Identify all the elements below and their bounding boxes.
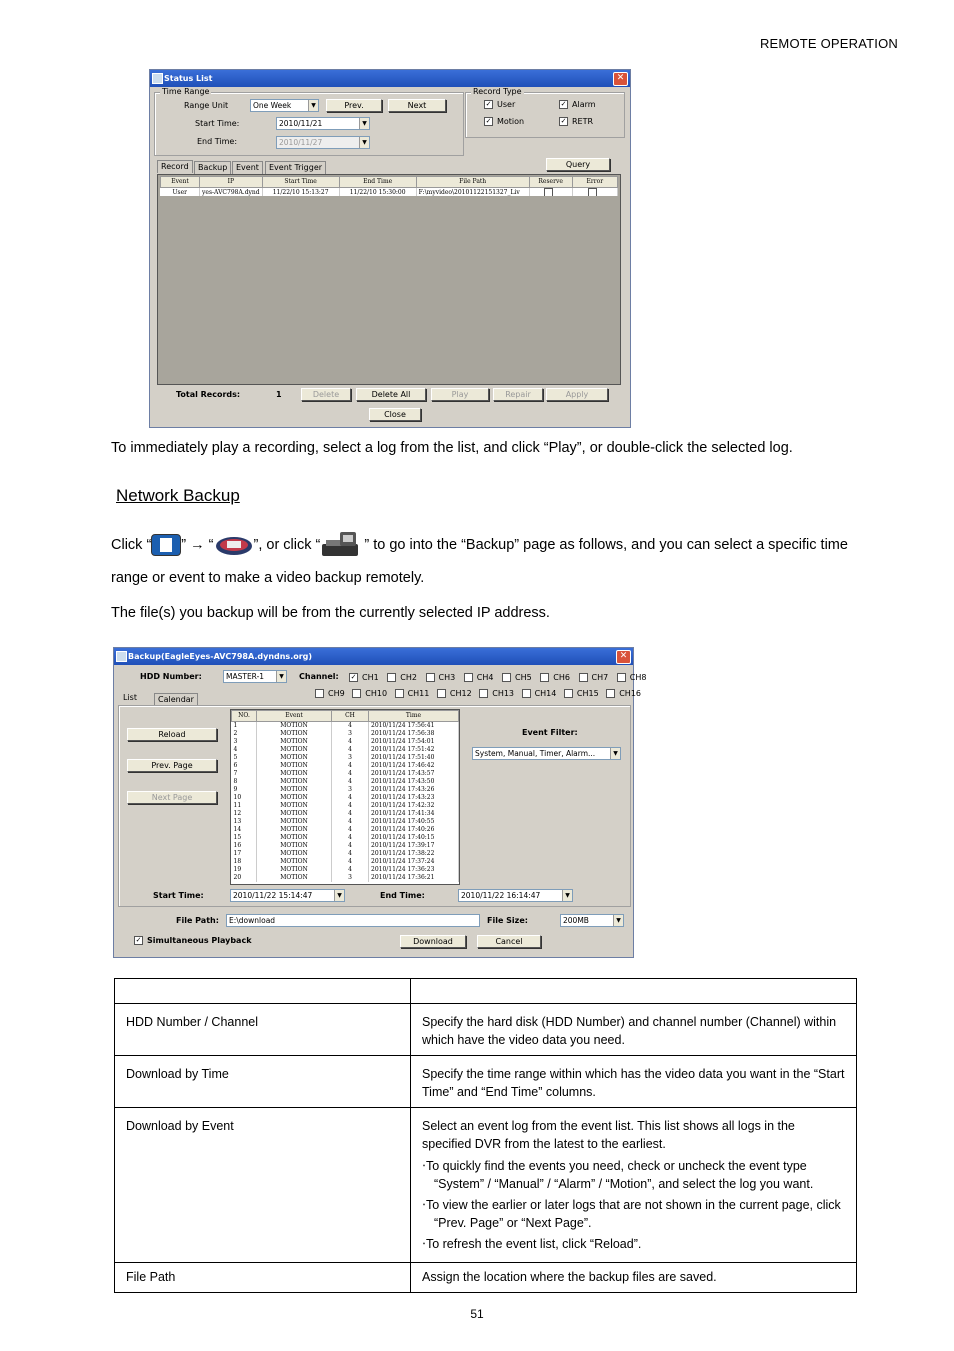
table-cell: 15 — [232, 834, 257, 842]
table-cell: 2010/11/24 17:37:24 — [369, 858, 459, 866]
range-unit-select[interactable]: One Week ▼ — [250, 99, 319, 112]
table-cell: 1 — [232, 722, 257, 731]
table-cell: 2010/11/24 17:41:34 — [369, 810, 459, 818]
table-row[interactable] — [232, 874, 459, 882]
channel-row-1 — [349, 673, 646, 682]
column-header: CH — [332, 711, 369, 722]
channel-checkbox-ch13[interactable]: CH13 — [479, 689, 514, 698]
table-row[interactable] — [232, 794, 459, 802]
table-cell: 3 — [332, 754, 369, 762]
table-cell: 2010/11/24 17:51:42 — [369, 746, 459, 754]
table-row[interactable] — [232, 754, 459, 762]
channel-checkbox-ch14[interactable]: CH14 — [522, 689, 557, 698]
next-page-button[interactable]: Next Page — [127, 791, 217, 804]
table-cell: 2010/11/24 17:43:50 — [369, 778, 459, 786]
table-cell: 4 — [332, 802, 369, 810]
hdd-number-select[interactable]: MASTER-1 ▼ — [223, 670, 287, 683]
start-time-label: Start Time: — [153, 891, 204, 900]
bullet-item: ‧To quickly find the events you need, check or uncheck the event type “System” / “Manual” / “Alarm” / “Motion”, and select the log you want. — [422, 1159, 814, 1191]
table-cell: 4 — [332, 866, 369, 874]
record-type-alarm[interactable]: ✓ Alarm — [560, 100, 596, 109]
table-cell: 3 — [232, 738, 257, 746]
table-cell: 19 — [232, 866, 257, 874]
event-list[interactable] — [230, 709, 460, 885]
table-cell: MOTION — [257, 858, 332, 866]
table-cell: 2010/11/24 17:38:22 — [369, 850, 459, 858]
table-cell: 8 — [232, 778, 257, 786]
channel-label: Channel: — [299, 672, 339, 681]
download-button[interactable]: Download — [400, 935, 466, 948]
apply-button[interactable]: Apply — [546, 388, 608, 401]
channel-checkbox-ch2[interactable]: CH2 — [387, 673, 417, 682]
item-name: File Path — [115, 1263, 411, 1293]
tab-backup[interactable]: Backup — [194, 161, 231, 174]
table-cell: 4 — [332, 850, 369, 858]
table-cell: 2010/11/24 17:46:42 — [369, 762, 459, 770]
disk-backup-icon — [214, 534, 254, 556]
backup-tool-icon — [151, 534, 181, 556]
spin-icon: ▼ — [359, 137, 369, 148]
table-row[interactable] — [232, 722, 459, 731]
table-row — [115, 1004, 857, 1056]
item-name: Download by Event — [115, 1108, 411, 1263]
table-cell: 2010/11/24 17:43:57 — [369, 770, 459, 778]
tab-calendar[interactable]: Calendar — [154, 693, 198, 706]
table-cell: 2 — [232, 730, 257, 738]
channel-checkbox-ch16[interactable]: CH16 — [606, 689, 641, 698]
table-cell: 12 — [232, 810, 257, 818]
table-row[interactable] — [232, 770, 459, 778]
table-row[interactable] — [232, 818, 459, 826]
table-cell: MOTION — [257, 754, 332, 762]
table-cell: 2010/11/24 17:43:26 — [369, 786, 459, 794]
table-cell: 4 — [332, 770, 369, 778]
table-row[interactable] — [232, 730, 459, 738]
table-cell: 20 — [232, 874, 257, 882]
channel-checkbox-ch15[interactable]: CH15 — [564, 689, 599, 698]
table-cell: 2010/11/24 17:43:23 — [369, 794, 459, 802]
table-cell: 2010/11/24 17:42:32 — [369, 802, 459, 810]
channel-row-2 — [315, 689, 641, 698]
delete-all-button[interactable]: Delete All — [356, 388, 426, 401]
table-cell: 5 — [232, 754, 257, 762]
table-cell: MOTION — [257, 746, 332, 754]
network-backup-title: Network Backup — [116, 486, 240, 505]
file-size-label: File Size: — [487, 916, 528, 925]
table-row[interactable] — [232, 802, 459, 810]
record-type-motion[interactable]: ✓ Motion — [485, 117, 525, 126]
start-time-field[interactable]: 2010/11/21 ▼ — [276, 117, 370, 130]
tab-event-trigger[interactable]: Event Trigger — [265, 161, 326, 174]
cancel-button[interactable]: Cancel — [477, 935, 541, 948]
table-cell: MOTION — [257, 802, 332, 810]
table-cell: MOTION — [257, 834, 332, 842]
column-header: End Time — [339, 177, 416, 188]
table-cell: MOTION — [257, 818, 332, 826]
table-cell: MOTION — [257, 842, 332, 850]
next-button[interactable]: Next — [388, 99, 446, 112]
time-range-group: Time Range — [154, 92, 464, 156]
channel-checkbox-ch11[interactable]: CH11 — [395, 689, 430, 698]
table-header-row — [161, 177, 618, 188]
table-cell: 17 — [232, 850, 257, 858]
table-cell: 2010/11/24 17:40:55 — [369, 818, 459, 826]
item-name: Download by Time — [115, 1056, 411, 1108]
click-instructions-line2: range or event to make a video backup remotely. — [111, 570, 425, 586]
table-cell: MOTION — [257, 730, 332, 738]
table-cell: MOTION — [257, 850, 332, 858]
description-table — [114, 978, 857, 1293]
table-cell: MOTION — [257, 794, 332, 802]
record-type-user[interactable]: ✓ User — [485, 100, 516, 109]
column-header: File Path — [416, 177, 529, 188]
item-name: HDD Number / Channel — [115, 1004, 411, 1056]
item-description — [411, 1108, 857, 1263]
page-header: REMOTE OPERATION — [759, 36, 898, 51]
table-cell: 3 — [332, 730, 369, 738]
item-description: Specify the hard disk (HDD Number) and channel number (Channel) within which have the video data you need. — [411, 1004, 857, 1056]
table-row — [115, 1263, 857, 1293]
table-row[interactable] — [232, 858, 459, 866]
spin-icon: ▼ — [334, 890, 344, 901]
column-header: Error — [572, 177, 617, 188]
column-header: Reserve — [529, 177, 572, 188]
channel-checkbox-ch1[interactable]: ✓ CH1 — [350, 673, 379, 682]
item-description: Assign the location where the backup files are saved. — [411, 1263, 857, 1293]
table-cell: 2010/11/24 17:56:38 — [369, 730, 459, 738]
channel-checkbox-ch3[interactable]: CH3 — [426, 673, 456, 682]
close-button[interactable]: Close — [369, 408, 421, 421]
table-cell: 2010/11/24 17:36:23 — [369, 866, 459, 874]
table-cell: 4 — [232, 746, 257, 754]
error-checkbox[interactable] — [572, 188, 617, 197]
channel-checkbox-ch10[interactable]: CH10 — [352, 689, 387, 698]
table-cell: 2010/11/24 17:36:21 — [369, 874, 459, 882]
table-cell: 9 — [232, 786, 257, 794]
checkbox-icon: ✓ — [485, 117, 492, 125]
table-row[interactable] — [232, 778, 459, 786]
end-time-field[interactable]: 2010/11/22 16:14:47 ▼ — [458, 889, 573, 902]
chevron-down-icon: ▼ — [308, 100, 318, 111]
table-cell: 3 — [332, 786, 369, 794]
table-cell: MOTION — [257, 722, 332, 731]
table-cell: 4 — [332, 834, 369, 842]
channel-checkbox-ch4[interactable]: CH4 — [464, 673, 494, 682]
table-cell: MOTION — [257, 778, 332, 786]
column-header: Event — [161, 177, 200, 188]
table-cell: 7 — [232, 770, 257, 778]
channel-checkbox-ch9[interactable]: CH9 — [315, 689, 345, 698]
close-icon[interactable]: ✕ — [613, 72, 628, 86]
table-row[interactable] — [232, 738, 459, 746]
table-cell: 6 — [232, 762, 257, 770]
table-cell: 13 — [232, 818, 257, 826]
table-row[interactable] — [232, 842, 459, 850]
total-records-value: 1 — [276, 390, 282, 399]
status-list-titlebar: Status List ✕ — [150, 70, 630, 87]
start-time-label: Start Time: — [195, 119, 240, 128]
table-cell: 4 — [332, 858, 369, 866]
column-header: Time — [369, 711, 459, 722]
bullet-item: ‧To refresh the event list, click “Reload”. — [422, 1237, 642, 1251]
table-cell: 2010/11/24 17:40:26 — [369, 826, 459, 834]
table-cell: MOTION — [257, 786, 332, 794]
record-list[interactable] — [157, 174, 621, 385]
backup-drive-icon — [320, 530, 364, 560]
column-header: Start Time — [262, 177, 339, 188]
table-cell: 16 — [232, 842, 257, 850]
backup-window — [113, 647, 647, 958]
table-header-row — [232, 711, 459, 722]
table-cell: MOTION — [257, 770, 332, 778]
delete-button[interactable]: Delete — [301, 388, 351, 401]
end-time-field: 2010/11/27 ▼ — [276, 136, 370, 149]
simultaneous-playback-checkbox[interactable]: ✓ Simultaneous Playback — [135, 936, 252, 945]
window-icon — [152, 73, 163, 84]
table-cell: 4 — [332, 810, 369, 818]
channel-checkbox-ch7[interactable]: CH7 — [579, 673, 609, 682]
channel-checkbox-ch5[interactable]: CH5 — [502, 673, 532, 682]
table-cell: 4 — [332, 762, 369, 770]
event-filter-label: Event Filter: — [522, 728, 578, 737]
table-cell: MOTION — [257, 826, 332, 834]
reload-button[interactable]: Reload — [127, 728, 217, 741]
prev-page-button[interactable]: Prev. Page — [127, 759, 217, 772]
prev-button[interactable]: Prev. — [326, 99, 382, 112]
column-header: Event — [257, 711, 332, 722]
bullet-list — [422, 1157, 845, 1253]
table-cell: 4 — [332, 722, 369, 731]
table-row[interactable] — [232, 746, 459, 754]
item-description: Specify the time range within which has the video data you want in the “Start Time” and “End Time” columns. — [411, 1056, 857, 1108]
table-cell: 4 — [332, 818, 369, 826]
table-cell: 4 — [332, 778, 369, 786]
checkbox-icon: ✓ — [560, 100, 567, 108]
page-number: 51 — [470, 1307, 484, 1321]
table-cell: 18 — [232, 858, 257, 866]
checkbox-icon: ✓ — [560, 117, 567, 125]
table-cell: 4 — [332, 826, 369, 834]
checkbox-icon: ✓ — [485, 100, 492, 108]
table-cell: 2010/11/24 17:40:15 — [369, 834, 459, 842]
repair-button[interactable]: Repair — [493, 388, 543, 401]
table-cell: 4 — [332, 746, 369, 754]
table-cell: MOTION — [257, 738, 332, 746]
start-time-field[interactable]: 2010/11/22 15:14:47 ▼ — [230, 889, 345, 902]
table-row[interactable] — [232, 762, 459, 770]
table-cell: 4 — [332, 738, 369, 746]
item-description-text: Select an event log from the event list. This list shows all logs in the specified DVR from the latest to the earliest. — [422, 1119, 795, 1151]
table-row[interactable]: User yes-AVC798A.dynd 11/22/10 15:13:27 11/22/10 15:30:00 F:\myvideo\20101122151327_Liv — [161, 188, 618, 197]
event-filter-select[interactable]: System, Manual, Timer, Alarm... ▼ — [472, 747, 621, 760]
chevron-down-icon: ▼ — [276, 671, 286, 682]
table-cell: MOTION — [257, 874, 332, 882]
bullet-item: ‧To view the earlier or later logs that are not shown in the current page, click “Prev. Page” or “Next Page”. — [422, 1198, 841, 1230]
status-list-window — [149, 69, 631, 428]
table-cell: 2010/11/24 17:54:01 — [369, 738, 459, 746]
table-cell: MOTION — [257, 866, 332, 874]
channel-checkbox-ch12[interactable]: CH12 — [437, 689, 472, 698]
table-cell: 14 — [232, 826, 257, 834]
column-header: IP — [200, 177, 263, 188]
chevron-down-icon: ▼ — [610, 748, 620, 759]
tab-event[interactable]: Event — [232, 161, 263, 174]
backup-titlebar: Backup(EagleEyes-AVC798A.dyndns.org) ✕ — [114, 648, 633, 665]
channel-checkbox-ch8[interactable]: CH8 — [617, 673, 647, 682]
table-cell: 2010/11/24 17:51:40 — [369, 754, 459, 762]
table-row[interactable] — [232, 826, 459, 834]
table-cell: 3 — [332, 874, 369, 882]
file-path-label: File Path: — [176, 916, 219, 925]
table-row — [115, 1108, 857, 1263]
column-header: NO. — [232, 711, 257, 722]
query-button[interactable]: Query — [546, 158, 610, 171]
checkbox-icon: ✓ — [135, 936, 142, 944]
close-icon[interactable]: ✕ — [616, 650, 631, 664]
tab-list[interactable]: List — [120, 692, 140, 704]
table-row — [115, 1056, 857, 1108]
table-row[interactable] — [232, 834, 459, 842]
table-cell: MOTION — [257, 810, 332, 818]
range-unit-label: Range Unit — [184, 101, 229, 110]
reserve-checkbox[interactable] — [529, 188, 572, 197]
table-cell: MOTION — [257, 762, 332, 770]
tab-record[interactable]: Record — [157, 160, 193, 173]
file-size-select[interactable]: 200MB ▼ — [560, 914, 624, 927]
play-paragraph: To immediately play a recording, select a log from the list, and click “Play”, or double-click the selected log. — [111, 440, 793, 456]
total-records-label: Total Records: — [176, 390, 241, 399]
chevron-down-icon: ▼ — [613, 915, 623, 926]
table-cell: 4 — [332, 842, 369, 850]
hdd-number-label: HDD Number: — [140, 672, 202, 681]
table-cell: 10 — [232, 794, 257, 802]
click-instructions: Click “ ” → “ ”, or click “ ” to go into the “Backup” page as follows, and you can select a specific time — [111, 530, 911, 560]
table-row[interactable] — [232, 866, 459, 874]
table-row[interactable] — [232, 786, 459, 794]
table-row[interactable] — [232, 850, 459, 858]
table-header-row — [115, 979, 857, 1004]
record-grid[interactable] — [160, 176, 618, 196]
channel-checkbox-ch6[interactable]: CH6 — [540, 673, 570, 682]
end-time-label: End Time: — [380, 891, 425, 900]
spin-icon: ▼ — [359, 118, 369, 129]
table-cell: 2010/11/24 17:39:17 — [369, 842, 459, 850]
record-type-retr[interactable]: ✓ RETR — [560, 117, 594, 126]
table-cell: 4 — [332, 794, 369, 802]
end-time-label: End Time: — [197, 137, 238, 146]
table-cell: 11 — [232, 802, 257, 810]
spin-icon: ▼ — [562, 890, 572, 901]
window-icon — [116, 651, 127, 662]
file-note: The file(s) you backup will be from the currently selected IP address. — [111, 605, 550, 621]
record-type-group: Record Type — [465, 92, 625, 138]
table-cell: 2010/11/24 17:56:41 — [369, 722, 459, 731]
file-path-input[interactable]: E:\download — [226, 914, 480, 927]
table-row[interactable] — [232, 810, 459, 818]
play-button[interactable]: Play — [431, 388, 489, 401]
